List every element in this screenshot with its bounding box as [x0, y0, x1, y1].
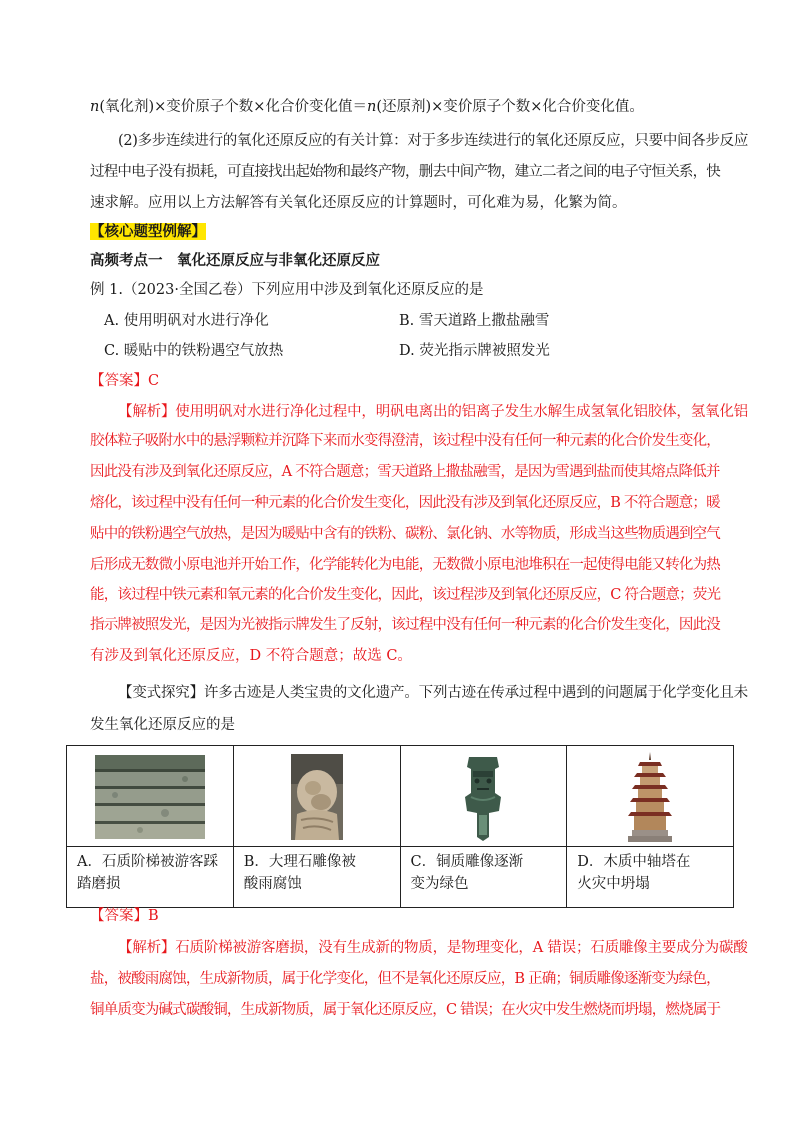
example1-analysis-line: 【解析】使用明矾对水进行净化过程中，明矾电离出的铝离子发生水解生成氢氧化铝胶体，氢氧化铝 [118, 404, 748, 420]
intro-line-1: n(氧化剂)×变价原子个数×化合价变化值＝n(还原剂)×变价原子个数×化合价变化值。 [90, 99, 644, 115]
example1-option-c: C. 暖贴中的铁粉遇空气放热 [104, 343, 284, 359]
example1-analysis-line: 贴中的铁粉遇空气放热，是因为暖贴中含有的铁粉、碳粉、氯化钠、水等物质，形成当这些物质遇到空气 [90, 526, 720, 542]
image-cell-b [233, 746, 400, 847]
caption-b-line-2: 酸雨腐蚀 [243, 876, 302, 892]
example1-analysis-line: 能，该过程中铁元素和氧元素的化合价发生变化，因此，该过程涉及到氧化还原反应，C 符合题意；荧光 [90, 587, 721, 603]
example1-analysis-line: 有涉及到氧化还原反应，D 不符合题意；故选 C。 [90, 648, 412, 664]
caption-a [67, 847, 234, 908]
marble-statue-image [291, 754, 343, 840]
example1-analysis-line: 熔化，该过程中没有任何一种元素的化合价发生变化，因此没有涉及到氧化还原反应，B 不符合题意；暖 [90, 495, 720, 511]
caption-c-line-1: C．铜质雕像逐渐 [410, 854, 524, 870]
image-cell-c [400, 746, 567, 847]
wooden-pagoda-image [628, 752, 672, 842]
bronze-statue-image [455, 753, 511, 841]
caption-a-line-1: A．石质阶梯被游客踩 [77, 854, 218, 870]
image-cell-d [567, 746, 734, 847]
caption-c-line-2: 变为绿色 [410, 876, 469, 892]
variant-stem-line-1: 【变式探究】许多古迹是人类宝贵的文化遗产。下列古迹在传承过程中遇到的问题属于化学变化且未 [118, 685, 748, 701]
image-options-table [66, 745, 734, 908]
caption-d-line-2: 火灾中坍塌 [577, 876, 650, 892]
caption-b-line-1: B．大理石雕像被 [243, 854, 356, 870]
caption-a-line-2: 踏磨损 [77, 876, 121, 892]
caption-b [233, 847, 400, 908]
section-tag: 【核心题型例解】 [90, 223, 206, 240]
section-tag-line [90, 222, 720, 242]
example1-analysis-line: 胶体粒子吸附水中的悬浮颗粒并沉降下来而水变得澄清，该过程中没有任何一种元素的化合价发生变化， [90, 433, 720, 449]
stone-steps-image [95, 755, 205, 839]
example1-option-a: A. 使用明矾对水进行净化 [104, 313, 269, 329]
intro-para2-line-3: 速求解。应用以上方法解答有关氧化还原反应的计算题时，可化难为易，化繁为简。 [90, 195, 627, 211]
caption-c [400, 847, 567, 908]
variant-answer: 【答案】B [90, 908, 159, 924]
topic-heading: 高频考点一 氧化还原反应与非氧化还原反应 [90, 252, 380, 269]
example1-analysis-line: 因此没有涉及到氧化还原反应，A 不符合题意；雪天道路上撒盐融雪，是因为雪遇到盐而使其熔点降低并 [90, 464, 720, 480]
example1-analysis-line: 后形成无数微小原电池并开始工作，化学能转化为电能，无数微小原电池堆积在一起使得电能又转化为热 [90, 557, 720, 573]
caption-d-line-1: D．木质中轴塔在 [577, 854, 691, 870]
variant-analysis-line: 盐，被酸雨腐蚀，生成新物质，属于化学变化，但不是氧化还原反应，B 正确；铜质雕像逐渐变为绿色， [90, 971, 720, 987]
example1-option-d: D. 荧光指示牌被照发光 [399, 343, 550, 359]
example1-analysis-line: 指示牌被照发光，是因为光被指示牌发生了反射，该过程中没有任何一种元素的化合价发生变化，因此没 [90, 617, 720, 633]
example1-answer: 【答案】C [90, 373, 160, 389]
caption-d [567, 847, 734, 908]
variant-analysis-line: 【解析】石质阶梯被游客磨损，没有生成新的物质，是物理变化，A 错误；石质雕像主要成分为碳酸 [118, 940, 748, 956]
example1-option-b: B. 雪天道路上撒盐融雪 [399, 313, 550, 329]
example1-stem: 例 1.（2023·全国乙卷）下列应用中涉及到氧化还原反应的是 [90, 282, 484, 298]
variant-analysis-line: 铜单质变为碱式碳酸铜，生成新物质，属于氧化还原反应，C 错误；在火灾中发生燃烧而坍塌，燃烧属于 [90, 1002, 721, 1018]
image-cell-a [67, 746, 234, 847]
intro-para2-line-2: 过程中电子没有损耗，可直接找出起始物和最终产物，删去中间产物，建立二者之间的电子守恒关系，快 [90, 164, 720, 180]
intro-para2-line-1: (2)多步连续进行的氧化还原反应的有关计算：对于多步连续进行的氧化还原反应，只要中间各步反应 [118, 133, 749, 149]
variant-stem-line-2: 发生氧化还原反应的是 [90, 717, 235, 733]
